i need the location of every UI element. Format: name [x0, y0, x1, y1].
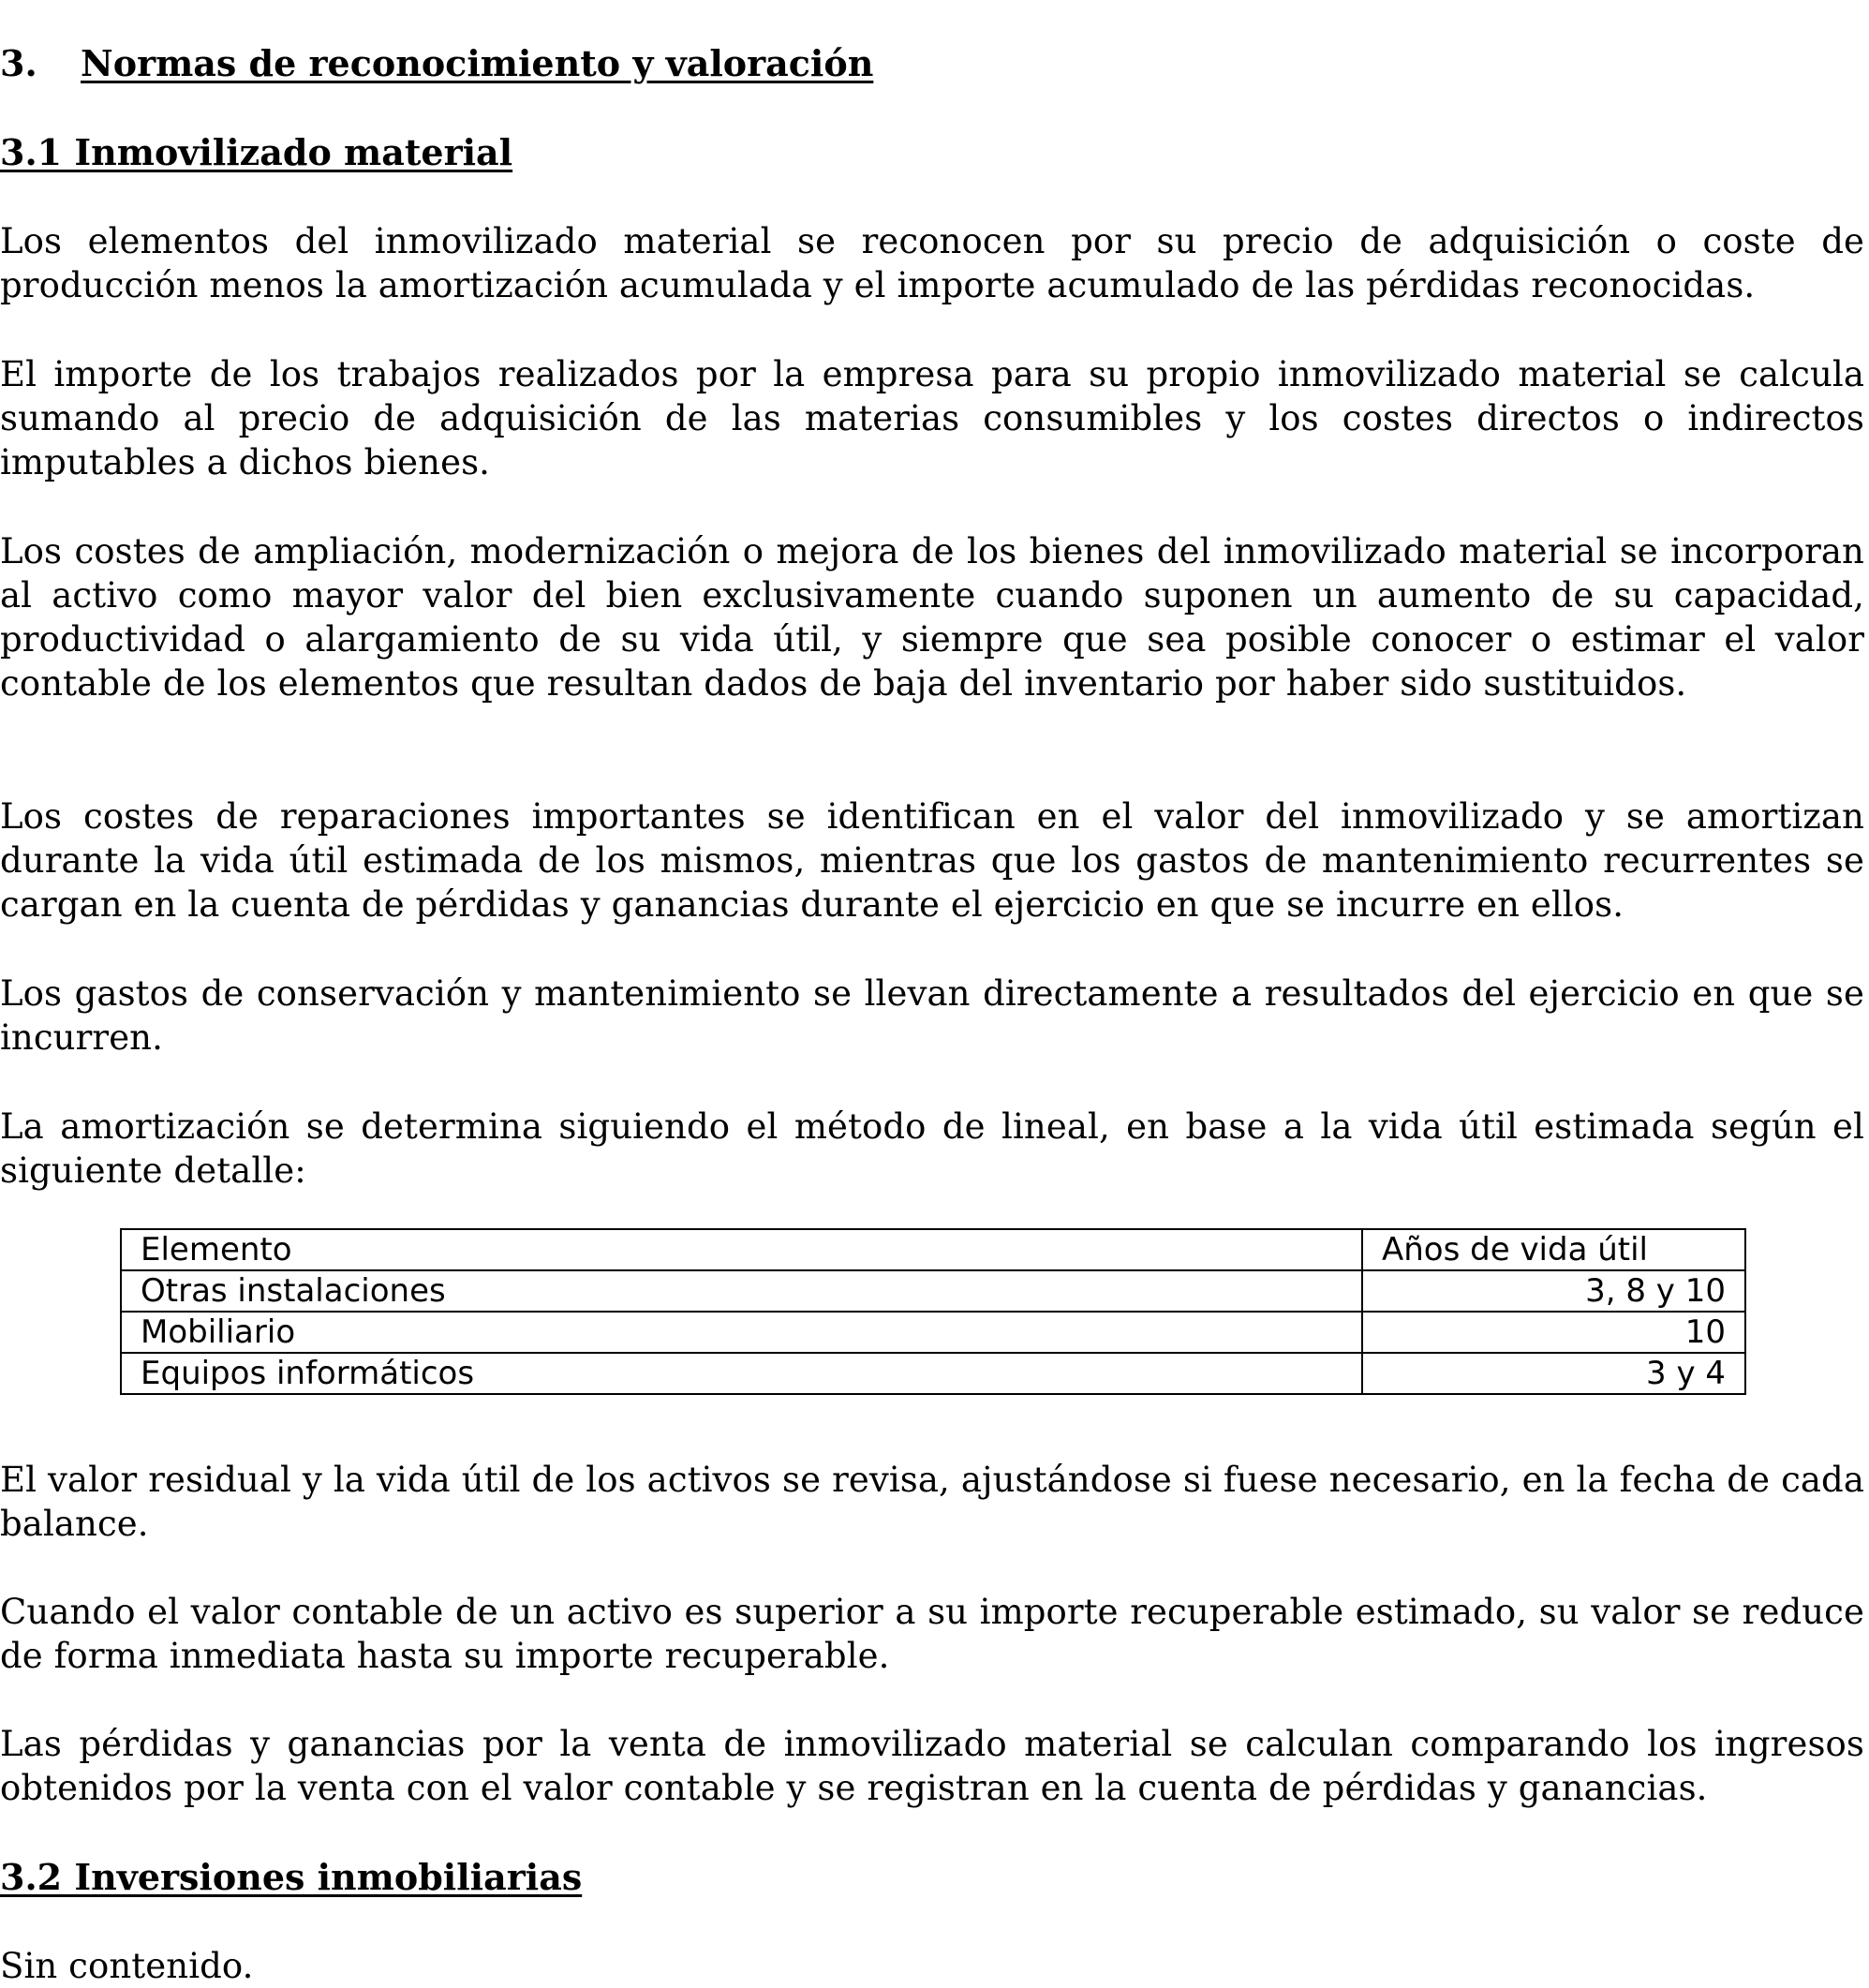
useful-life-table	[120, 1228, 1746, 1395]
table-cell: Equipos informáticos	[121, 1353, 1362, 1394]
table-cell: Mobiliario	[121, 1312, 1362, 1353]
subsection-title-3-1: 3.1 Inmovilizado material	[0, 131, 513, 173]
table-header-cell: Años de vida útil	[1362, 1229, 1745, 1270]
section-number: 3.	[0, 42, 37, 84]
table-cell: 10	[1362, 1312, 1745, 1353]
paragraph-4: Los costes de reparaciones importantes se identifican en el valor del inmovilizado y se amortizan durante la vida útil estimada de los mismos, mientras que los gastos de mantenimiento recurrentes se cargan en la cuenta de pérdidas y ganancias durante el ejercicio en que se incurre en ellos.	[0, 796, 1864, 925]
paragraph-3: Los costes de ampliación, modernización o mejora de los bienes del inmovilizado material se incorporan al activo como mayor valor del bien exclusivamente cuando suponen un aumento de su capacidad, productividad o alargamiento de su vida útil, y siempre que sea posible conocer o estimar el valor contable de los elementos que resultan dados de baja del inventario por haber sido sustituidos.	[0, 531, 1864, 704]
paragraph-7: El valor residual y la vida útil de los activos se revisa, ajustándose si fuese necesario, en la fecha de cada balance.	[0, 1460, 1864, 1544]
table-cell: 3 y 4	[1362, 1353, 1745, 1394]
paragraph-3-2-body: Sin contenido.	[0, 1946, 254, 1986]
table-row	[121, 1312, 1745, 1353]
table-header-cell: Elemento	[121, 1229, 1362, 1270]
paragraph-6: La amortización se determina siguiendo el método de lineal, en base a la vida útil estimada según el siguiente detalle:	[0, 1106, 1864, 1191]
table-row	[121, 1353, 1745, 1394]
table-cell: Otras instalaciones	[121, 1270, 1362, 1312]
subsection-title-3-2: 3.2 Inversiones inmobiliarias	[0, 1856, 583, 1898]
paragraph-5: Los gastos de conservación y mantenimiento se llevan directamente a resultados del ejercicio en que se incurren.	[0, 973, 1864, 1058]
section-heading	[0, 41, 873, 85]
table-header-row	[121, 1229, 1745, 1270]
section-title: Normas de reconocimiento y valoración	[81, 42, 874, 84]
paragraph-2: El importe de los trabajos realizados por la empresa para su propio inmovilizado material se calcula sumando al precio de adquisición de las materias consumibles y los costes directos o indirectos imputables a dichos bienes.	[0, 354, 1864, 482]
paragraph-8: Cuando el valor contable de un activo es superior a su importe recuperable estimado, su valor se reduce de forma inmediata hasta su importe recuperable.	[0, 1592, 1864, 1676]
table-cell: 3, 8 y 10	[1362, 1270, 1745, 1312]
paragraph-1: Los elementos del inmovilizado material se reconocen por su precio de adquisición o coste de producción menos la amortización acumulada y el importe acumulado de las pérdidas reconocidas.	[0, 221, 1864, 305]
paragraph-9: Las pérdidas y ganancias por la venta de inmovilizado material se calculan comparando los ingresos obtenidos por la venta con el valor contable y se registran en la cuenta de pérdidas y ganancias.	[0, 1724, 1864, 1808]
table-row	[121, 1270, 1745, 1312]
